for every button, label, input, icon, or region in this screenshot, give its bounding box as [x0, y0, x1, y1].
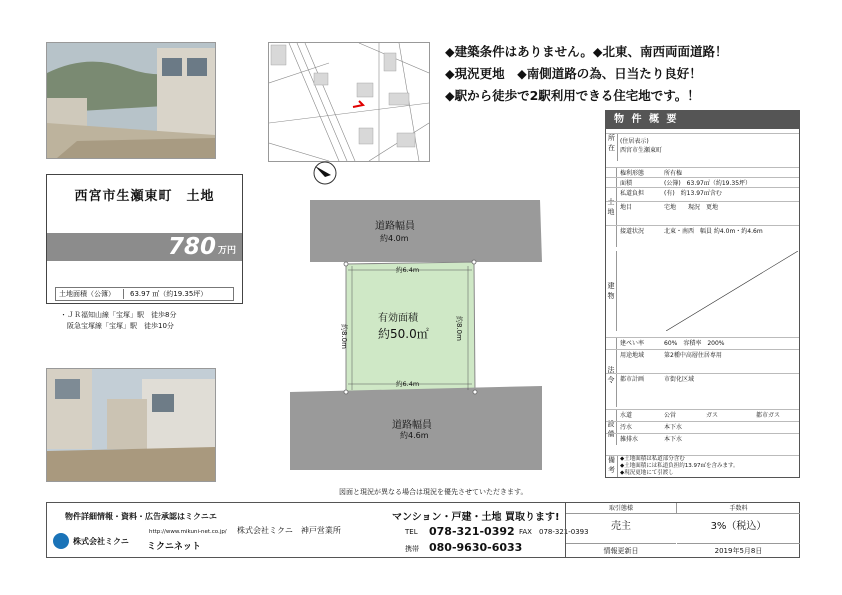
price-unit: 万円	[217, 246, 236, 256]
fax-number: 078-321-0393	[539, 528, 589, 536]
section-remarks: 備考	[606, 455, 618, 477]
updated-label: 情報更新日	[566, 543, 676, 556]
feature-line-3: ◆駅から徒歩で2駅利用できる住宅地です。！	[445, 88, 700, 103]
building-na-cross	[666, 251, 798, 331]
footer-bar	[46, 502, 800, 558]
trade-type-label: 取引態様	[566, 503, 677, 514]
fax-label: FAX	[519, 528, 532, 536]
location-map	[268, 42, 430, 162]
access-line-hankyu: 阪急宝塚線「宝塚」駅 徒歩10分	[60, 322, 174, 330]
access-info	[60, 310, 176, 332]
area-row	[55, 287, 234, 301]
tel-number[interactable]: 078-321-0392	[429, 525, 515, 538]
listing-title: 西宮市生瀬東町 土地	[74, 189, 215, 204]
map-graphic	[269, 43, 429, 161]
property-row: 面積 (公簿) 63.97㎡（約19.35坪）	[606, 177, 799, 188]
fee-label: 手数料	[677, 503, 800, 514]
property-row: 都市計画 市街化区域	[606, 373, 799, 384]
feature-line-2: ◆現況更地 ◆南側道路の為、日当たり良好！	[445, 66, 702, 81]
area-value: 63.97 ㎡（約19.35坪）	[130, 290, 208, 298]
effective-area-label: 有効面積	[378, 313, 418, 324]
updated-value: 2019年5月8日	[677, 543, 800, 556]
net-brand: ミクニネット	[147, 542, 201, 552]
bottom-edge-length: 約6.4m	[396, 380, 420, 388]
property-row: 用途地域 第2種中高層住居専用	[606, 349, 799, 360]
section-facilities: 設備	[606, 409, 617, 445]
road-south-width: 約4.6m	[400, 431, 429, 440]
area-label: 土地面積（公簿）	[56, 289, 124, 299]
company-note: 物件詳細情報・資料・広告承認はミクニエ	[65, 512, 217, 521]
property-row: (住居表示)	[606, 133, 799, 148]
road-north-width: 約4.0m	[380, 234, 409, 243]
company-logo-icon	[53, 533, 69, 549]
access-line-jr: ・ＪＲ福知山線「宝塚」駅 徒歩8分	[60, 311, 177, 319]
trade-table	[565, 503, 800, 557]
section-location: 所在	[606, 133, 618, 161]
property-row: 汚水 本下水	[606, 421, 799, 434]
remarks-block	[606, 455, 799, 478]
road-south-label: 道路幅員	[392, 420, 432, 431]
slogan: マンション・戸建・土地 買取ります!	[392, 512, 560, 523]
tel-label: TEL	[405, 528, 418, 536]
location-marker-icon	[353, 101, 363, 107]
price-band	[47, 233, 242, 261]
feature-line-1: ◆建築条件はありません。◆北東、南西両面道路！	[445, 44, 728, 59]
remark-line: ◆土地面積は私道部分含む	[620, 456, 685, 462]
section-land: 土地	[606, 167, 617, 247]
north-arrow-icon	[312, 160, 338, 186]
listing-card	[46, 174, 243, 304]
remark-line: ◆現況更地にて引渡し	[620, 470, 674, 476]
left-edge-length: 約8.0m	[340, 324, 348, 349]
property-row: 雑排水 本下水	[606, 433, 799, 446]
office-name: 株式会社ミクニ 神戸営業所	[237, 526, 341, 535]
property-row: 権利形態 所有権	[606, 167, 799, 178]
section-building: 建物	[606, 251, 617, 331]
property-overview	[605, 110, 800, 478]
property-row: 建ぺい率 60% 容積率 200%	[606, 337, 799, 348]
remark-line: ◆土地面積には私道負担約13.97㎡を含みます。	[620, 463, 739, 469]
lot-photo-bottom-image	[47, 369, 215, 481]
property-row: 西宮市生瀬東町	[620, 147, 663, 154]
right-edge-length: 約8.0m	[455, 316, 463, 341]
net-url: http://www.mikuni-net.co.jp/	[149, 529, 227, 535]
trade-type-value: 売主	[611, 521, 631, 532]
top-edge-length: 約6.4m	[396, 266, 420, 274]
effective-area-value: 約50.0㎡	[378, 327, 429, 341]
mobile-label: 携帯	[405, 545, 419, 553]
price-value: 780	[167, 234, 216, 260]
company-brand: 株式会社ミクニ	[73, 537, 129, 546]
lot-photo-bottom	[46, 368, 216, 482]
section-legal: 法令	[606, 337, 617, 407]
property-overview-title: 物 件 概 要	[606, 111, 799, 129]
property-row: 私道負担 (有) 約13.97㎡含む	[606, 187, 799, 198]
property-row: 接道状況 北東・南西 幅員 約4.0m・約4.6m	[606, 225, 799, 236]
lot-photo-top	[46, 42, 216, 159]
lot-photo-top-image	[47, 43, 215, 158]
property-row: 地目 宅地 現況 更地	[606, 201, 799, 212]
property-row: 水道 公営 ガス 都市ガス	[606, 409, 799, 422]
disclaimer-note: 図面と現況が異なる場合は現況を優先させていただきます。	[339, 488, 528, 496]
mobile-number[interactable]: 080-9630-6033	[429, 541, 523, 554]
fee-value: 3%（税込）	[710, 521, 767, 532]
road-north-label: 道路幅員	[375, 221, 415, 232]
